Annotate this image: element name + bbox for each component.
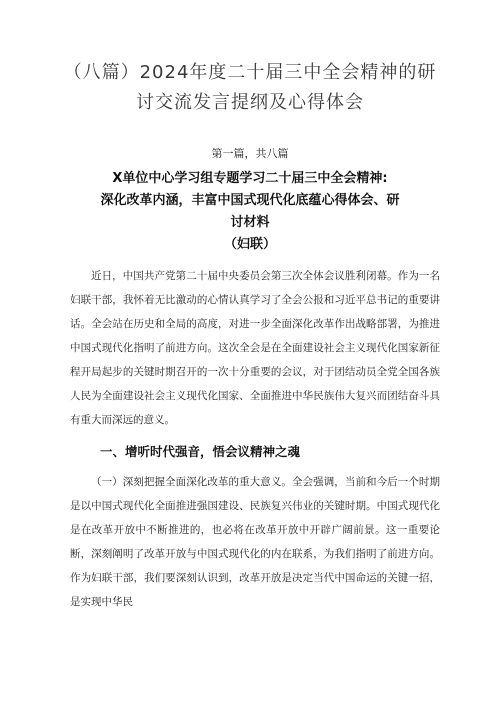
title-line-2: 讨交流发言提纲及心得体会: [136, 92, 364, 113]
article-heading: [60, 168, 440, 256]
title-line-1: （八篇）2024年度二十届三中全会精神的研: [63, 62, 437, 83]
section-title: 一、增听时代强音，悟会议精神之魂: [100, 444, 301, 459]
paragraph-section-1: （一）深刻把握全面深化改革的重大意义。全会强调，当前和今后一个时期是以中国式现代化全面推进强国建设、民族复兴伟业的关键时期。中国式现代化是在改革开放中不断推进的，也必将在改革开放中开辟广阔前景。这一重要论断，深刻阐明了改革开放与中国式现代化的内在联系，为我们指明了前进方向。作为妇联干部，我们要深刻认识到，改革开放是决定当代中国命运的关键一招，是实现中华民: [70, 476, 440, 608]
paragraph-intro: 近日，中国共产党第二十届中央委员会第三次全体会议胜利闭幕。作为一名妇联干部，我怀着无比激动的心情认真学习了全会公报和习近平总书记的重要讲话。全会站在历史和全局的高度，对进一步全面深化改革作出战略部署，为推进中国式现代化指明了前进方向。这次全会是在全面建设社会主义现代化国家新征程开局起步的关键时期召开的一次十分重要的会议，对于团结动员全党全国各族人民为全面建设社会主义现代化国家、全面推进中华民族伟大复兴而团结奋斗具有重大而深远的意义。: [70, 270, 440, 426]
article-body: [70, 264, 440, 614]
document-title: [40, 58, 460, 118]
heading-line-4: （妇联）: [223, 237, 276, 252]
heading-line-2: 深化改革内涵，丰富中国式现代化底蕴心得体会、研: [100, 193, 400, 208]
heading-line-3: 讨材料: [230, 215, 270, 230]
heading-line-1: X单位中心学习组专题学习二十届三中全会精神:: [112, 171, 388, 186]
part-label: 第一篇，共八篇: [211, 147, 289, 160]
